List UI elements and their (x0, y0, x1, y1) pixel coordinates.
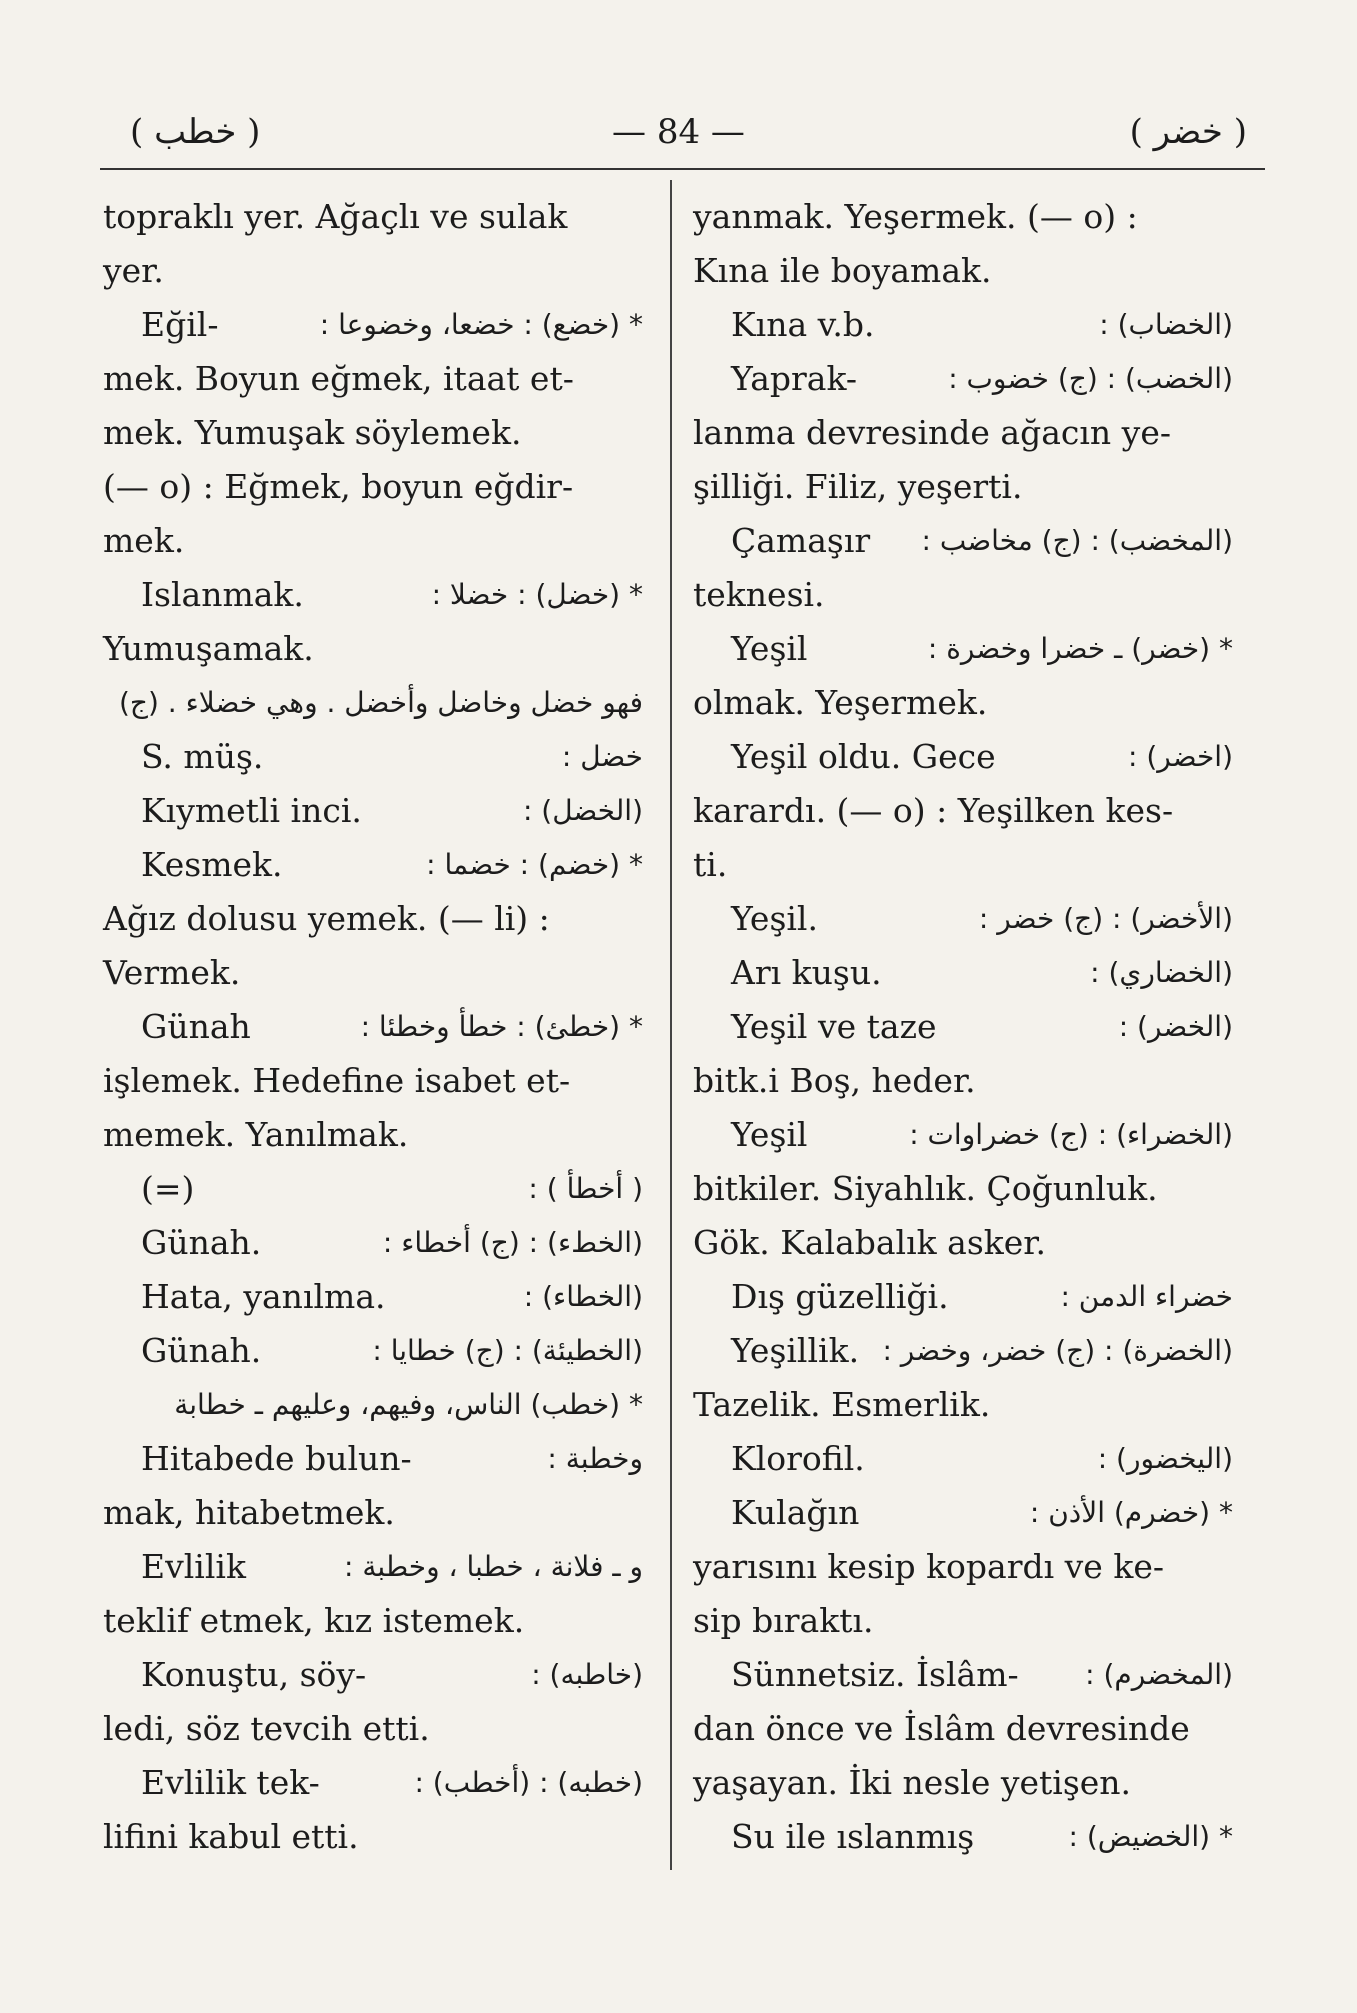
right-column-line (693, 1756, 1233, 1810)
entry-text: Hitabede bulun- (141, 1439, 412, 1478)
left-column-line (103, 352, 643, 406)
entry-text: Sünnetsiz. İslâm- (731, 1655, 1019, 1694)
entry-text: S. müş. (141, 737, 264, 776)
arabic-headword: * (خضل) : خضلا : (431, 578, 643, 611)
column-divider (670, 180, 672, 1870)
left-column-line (103, 1324, 643, 1378)
right-column-line (693, 352, 1233, 406)
right-column-line (693, 1000, 1233, 1054)
arabic-headword: (الخطيئة) : (ج) خطايا : (372, 1334, 643, 1367)
arabic-headword: (الخضب) : (ج) خضوب : (948, 362, 1233, 395)
entry-text: Ağız dolusu yemek. (— li) : (103, 899, 550, 938)
entry-text: teknesi. (693, 575, 825, 614)
left-column-line (103, 730, 643, 784)
entry-text: olmak. Yeşermek. (693, 683, 988, 722)
entry-text: Yeşil ve taze (731, 1007, 937, 1046)
entry-text: Kulağın (731, 1493, 860, 1532)
arabic-headword: * (خضع) : خضعا، وخضوعا : (319, 308, 643, 341)
arabic-headword: * (خطئ) : خطأ وخطئا : (360, 1010, 643, 1043)
right-column-line (693, 784, 1233, 838)
entry-text: yanmak. Yeşermek. (— o) : (693, 197, 1138, 236)
arabic-headword: * (خضم) : خضما : (426, 848, 643, 881)
right-column-line (693, 1378, 1233, 1432)
right-column-line (693, 1432, 1233, 1486)
left-column-line (103, 514, 643, 568)
entry-text: Günah. (141, 1331, 262, 1370)
right-column-line (693, 1486, 1233, 1540)
arabic-headword: (خطبه) : (أخطب) : (414, 1766, 643, 1799)
arabic-headword: (الأخضر) : (ج) خضر : (978, 902, 1233, 935)
right-column-line (693, 676, 1233, 730)
right-column-line (693, 1054, 1233, 1108)
entry-text: memek. Yanılmak. (103, 1115, 409, 1154)
entry-text: (— o) : Eğmek, boyun eğdir- (103, 467, 574, 506)
header-right-keyword: ( خضر ) (1129, 112, 1247, 152)
entry-text: bitkiler. Siyahlık. Çoğunluk. (693, 1169, 1158, 1208)
arabic-headword: (خاطبه) : (531, 1658, 643, 1691)
entry-text: Su ile ıslanmış (731, 1817, 975, 1856)
entry-text: Kına v.b. (731, 305, 875, 344)
entry-text: Günah. (141, 1223, 262, 1262)
right-column-line (693, 1324, 1233, 1378)
entry-text: (=) (141, 1169, 195, 1208)
entry-text: Islanmak. (141, 575, 304, 614)
arabic-headword: * (خطب) الناس، وفيهم، وعليهم ـ خطابة (174, 1388, 643, 1421)
right-column-line (693, 730, 1233, 784)
left-column-line (103, 1054, 643, 1108)
left-column-line (103, 406, 643, 460)
left-column-line (103, 1108, 643, 1162)
left-column-line (103, 622, 643, 676)
arabic-headword: (الخطء) : (ج) أخطاء : (382, 1226, 643, 1259)
right-column-line (693, 460, 1233, 514)
entry-text: Yaprak- (731, 359, 858, 398)
arabic-headword: * (الخضيض) : (1068, 1820, 1233, 1853)
entry-text: ledi, söz tevcih etti. (103, 1709, 430, 1748)
entry-text: Yeşil. (731, 899, 818, 938)
left-column-line (103, 784, 643, 838)
right-column-line (693, 244, 1233, 298)
entry-text: Çamaşır (731, 521, 871, 560)
entry-text: Vermek. (103, 953, 241, 992)
right-column-line (693, 406, 1233, 460)
entry-text: yer. (103, 251, 164, 290)
left-column-line (103, 1540, 643, 1594)
left-column-line (103, 1648, 643, 1702)
entry-text: Evlilik tek- (141, 1763, 320, 1802)
left-column-line (103, 1594, 643, 1648)
right-column-line (693, 946, 1233, 1000)
entry-text: Konuştu, söy- (141, 1655, 367, 1694)
entry-text: dan önce ve İslâm devresinde (693, 1709, 1190, 1748)
left-column-line (103, 1702, 643, 1756)
arabic-headword: (اخضر) : (1128, 740, 1233, 773)
entry-text: yarısını kesip kopardı ve ke- (693, 1547, 1165, 1586)
arabic-headword: * (خضر) ـ خضرا وخضرة : (927, 632, 1233, 665)
arabic-headword: (الخضراء) : (ج) خضراوات : (909, 1118, 1233, 1151)
entry-text: Yumuşamak. (103, 629, 314, 668)
entry-text: Arı kuşu. (731, 953, 882, 992)
right-column-line (693, 622, 1233, 676)
left-column-line (103, 892, 643, 946)
entry-text: bitk.i Boş, heder. (693, 1061, 976, 1100)
entry-text: Yeşillik. (731, 1331, 860, 1370)
right-column-line (693, 1162, 1233, 1216)
entry-text: Günah (141, 1007, 251, 1046)
left-column-line (103, 298, 643, 352)
entry-text: Hata, yanılma. (141, 1277, 386, 1316)
left-column-line (103, 1378, 643, 1432)
left-column-line (103, 1810, 643, 1864)
left-column-line (103, 1486, 643, 1540)
left-column-line (103, 190, 643, 244)
entry-text: Klorofil. (731, 1439, 865, 1478)
entry-text: Yeşil oldu. Gece (731, 737, 996, 776)
arabic-headword: (المخضرم) : (1085, 1658, 1233, 1691)
left-column-line (103, 676, 643, 730)
left-column-line (103, 1270, 643, 1324)
entry-text: mek. Boyun eğmek, itaat et- (103, 359, 574, 398)
entry-text: Eğil- (141, 305, 219, 344)
header-rule (100, 168, 1265, 170)
arabic-headword: خضل : (561, 740, 643, 773)
entry-text: lanma devresinde ağacın ye- (693, 413, 1172, 452)
right-column-line (693, 838, 1233, 892)
entry-text: mak, hitabetmek. (103, 1493, 395, 1532)
right-column-line (693, 514, 1233, 568)
entry-text: Evlilik (141, 1547, 246, 1586)
left-column-line (103, 1432, 643, 1486)
arabic-headword: (الخضل) : (522, 794, 643, 827)
entry-text: yaşayan. İki nesle yetişen. (693, 1763, 1132, 1802)
right-column-line (693, 1810, 1233, 1864)
entry-text: Gök. Kalabalık asker. (693, 1223, 1046, 1262)
arabic-headword: و ـ فلانة ، خطبا ، وخطبة : (344, 1550, 643, 1583)
entry-text: teklif etmek, kız istemek. (103, 1601, 525, 1640)
arabic-headword: * (خضرم) الأذن : (1029, 1496, 1233, 1529)
entry-text: Yeşil (731, 629, 808, 668)
arabic-headword: (الخطاء) : (523, 1280, 643, 1313)
left-column-line (103, 1756, 643, 1810)
arabic-headword: وخطبة : (547, 1442, 643, 1475)
left-column (103, 190, 643, 1864)
header-left-keyword: ( خطب ) (130, 112, 261, 152)
left-column-line (103, 1216, 643, 1270)
entry-text: şilliği. Filiz, yeşerti. (693, 467, 1023, 506)
entry-text: mek. Yumuşak söylemek. (103, 413, 522, 452)
right-column-line (693, 1540, 1233, 1594)
entry-text: topraklı yer. Ağaçlı ve sulak (103, 197, 568, 236)
entry-text: işlemek. Hedefine isabet et- (103, 1061, 571, 1100)
right-column-line (693, 1648, 1233, 1702)
right-column-line (693, 892, 1233, 946)
entry-text: Dış güzelliği. (731, 1277, 949, 1316)
left-column-line (103, 838, 643, 892)
arabic-headword: خضراء الدمن : (1060, 1280, 1233, 1313)
right-column-line (693, 1270, 1233, 1324)
entry-text: sip bıraktı. (693, 1601, 874, 1640)
arabic-headword: (الخضاري) : (1090, 956, 1233, 989)
arabic-headword: (المخضب) : (ج) مخاضب : (921, 524, 1233, 557)
right-column-line (693, 190, 1233, 244)
left-column-line (103, 568, 643, 622)
left-column-line (103, 946, 643, 1000)
arabic-headword: (اليخضور) : (1097, 1442, 1233, 1475)
left-column-line (103, 1000, 643, 1054)
entry-text: lifini kabul etti. (103, 1817, 359, 1856)
right-column-line (693, 1702, 1233, 1756)
entry-text: Kına ile boyamak. (693, 251, 992, 290)
right-column-line (693, 1216, 1233, 1270)
arabic-headword: (الخضر) : (1118, 1010, 1233, 1043)
entry-text: Yeşil (731, 1115, 808, 1154)
entry-text: ti. (693, 845, 728, 884)
right-column-line (693, 568, 1233, 622)
entry-text: Kıymetli inci. (141, 791, 362, 830)
entry-text: Kesmek. (141, 845, 283, 884)
arabic-headword: (الخضرة) : (ج) خضر، وخضر : (882, 1334, 1233, 1367)
arabic-headword: ( أخطأ ) : (528, 1172, 643, 1205)
arabic-headword: (الخضاب) : (1099, 308, 1233, 341)
right-column-line (693, 298, 1233, 352)
page-number: — 84 — (612, 112, 745, 152)
entry-text: Tazelik. Esmerlik. (693, 1385, 991, 1424)
arabic-headword: فهو خضل وخاضل وأخضل . وهي خضلاء . (ج) (118, 686, 643, 719)
right-column-line (693, 1108, 1233, 1162)
right-column-line (693, 1594, 1233, 1648)
right-column (693, 190, 1233, 1864)
left-column-line (103, 1162, 643, 1216)
left-column-line (103, 460, 643, 514)
entry-text: mek. (103, 521, 185, 560)
left-column-line (103, 244, 643, 298)
entry-text: karardı. (— o) : Yeşilken kes- (693, 791, 1174, 830)
